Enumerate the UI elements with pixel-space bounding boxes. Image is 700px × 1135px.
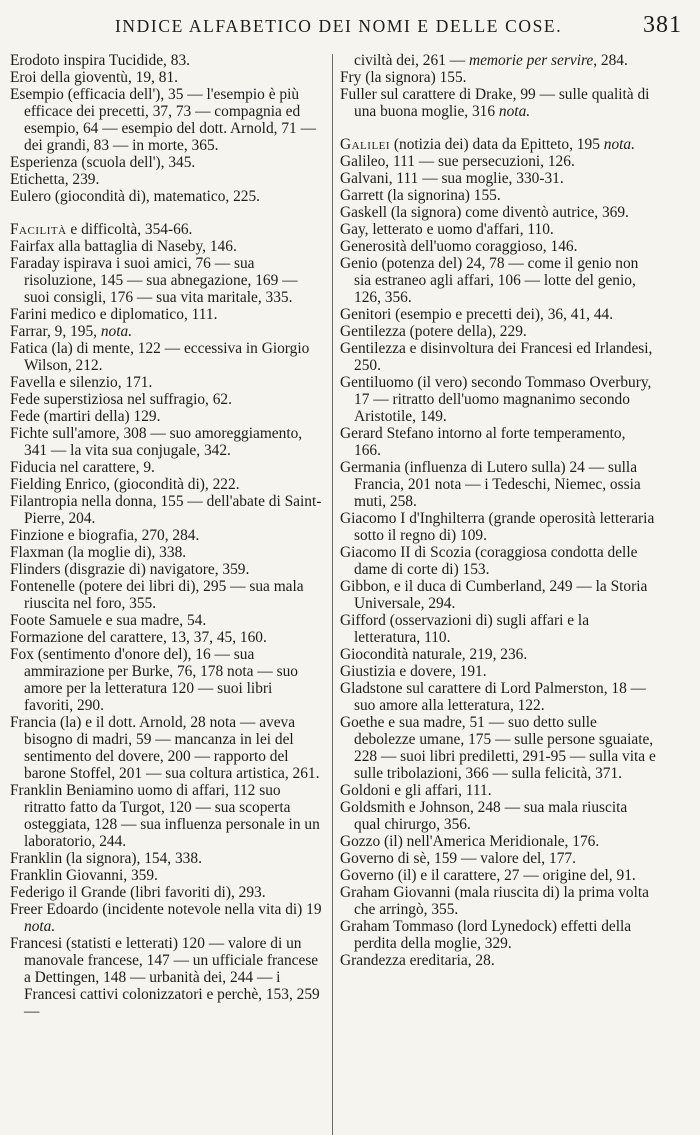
- index-entry: [340, 867, 656, 884]
- index-entry: [10, 154, 324, 171]
- index-entry: [10, 52, 324, 69]
- entry-italic: nota.: [24, 918, 56, 935]
- index-entry: [10, 238, 324, 255]
- entry-headword: Facilità: [10, 221, 67, 238]
- entry-text: Franklin Beniamino uomo di affari, 112 suo ritratto fatto da Turgot, 120 — sua scoperta osteggiata, 128 — sua influenza personale in un laboratorio, 244.: [10, 782, 320, 850]
- index-entry: [10, 459, 324, 476]
- index-entry: [340, 86, 656, 120]
- index-entry: [340, 187, 656, 204]
- entry-text: Generosità dell'uomo coraggioso, 146.: [340, 238, 578, 255]
- entry-text: Genio (potenza del) 24, 78 — come il genio non sia estraneo agli affari, 106 — lotte del genio, 126, 356.: [340, 255, 639, 306]
- entry-text: Gozzo (il) nell'America Meridionale, 176.: [340, 833, 600, 850]
- index-entry: [10, 425, 324, 459]
- right-column: [340, 52, 656, 969]
- entry-italic: nota.: [603, 136, 635, 153]
- index-entry: [10, 527, 324, 544]
- entry-headword: Galilei: [340, 136, 391, 153]
- running-title: INDICE ALFABETICO DEI NOMI E DELLE COSE.: [115, 16, 563, 36]
- index-entry: [10, 374, 324, 391]
- index-entry: [340, 833, 656, 850]
- entry-text: Gibbon, e il duca di Cumberland, 249 — la Storia Universale, 294.: [340, 578, 648, 612]
- entry-text: Finzione e biografia, 270, 284.: [10, 527, 200, 544]
- entry-text: Franklin (la signora), 154, 338.: [10, 850, 202, 867]
- index-entry: [10, 340, 324, 374]
- entry-text: Graham Tommaso (lord Lynedock) effetti della perdita della moglie, 329.: [340, 918, 632, 952]
- index-entry: [340, 238, 656, 255]
- entry-text: Governo di sè, 159 — valore del, 177.: [340, 850, 576, 867]
- entry-text: Eulero (giocondità di), matematico, 225.: [10, 188, 261, 205]
- entry-text: Etichetta, 239.: [10, 171, 100, 188]
- entry-text: Goldoni e gli affari, 111.: [340, 782, 492, 799]
- entry-text: Franklin Giovanni, 359.: [10, 867, 158, 884]
- entry-text: Francia (la) e il dott. Arnold, 28 nota — aveva bisogno di madri, 59 — mancanza in lei del sentimento del dovere, 200 — rapporto del barone Stoffel, 201 — sua coltura artistica, 261.: [10, 714, 320, 782]
- entry-text-after: , 284.: [593, 52, 628, 69]
- entry-text: Garrett (la signorina) 155.: [340, 187, 501, 204]
- entry-italic: memorie per servire: [468, 52, 594, 69]
- index-entry: [10, 646, 324, 714]
- entry-text: Fontenelle (potere dei libri di), 295 — sua mala riuscita nel foro, 355.: [10, 578, 304, 612]
- entry-text: Graham Giovanni (mala riuscita di) la prima volta che arringò, 355.: [340, 884, 649, 918]
- index-entry: [340, 612, 656, 646]
- index-entry: [10, 935, 324, 1020]
- index-entry: [340, 69, 656, 86]
- entry-text: Esempio (efficacia dell'), 35 — l'esempio è più efficace dei precetti, 37, 73 — compagnia ed esempio, 64 — esempio del dott. Arnold, 71 — dei grandi, 83 — in morte, 365.: [10, 86, 316, 154]
- page-header: [10, 8, 684, 44]
- entry-text: Fatica (la) di mente, 122 — eccessiva in Giorgio Wilson, 212.: [10, 340, 310, 374]
- index-entry: [340, 850, 656, 867]
- index-entry: [10, 391, 324, 408]
- entry-text: Gaskell (la signora) come diventò autrice, 369.: [340, 204, 629, 221]
- page-number: 381: [643, 12, 682, 38]
- index-entry: [10, 867, 324, 884]
- index-entry: [10, 221, 324, 238]
- index-entry: [340, 918, 656, 952]
- entry-text: Gifford (osservazioni di) sugli affari e la letteratura, 110.: [340, 612, 590, 646]
- index-entry: [10, 255, 324, 306]
- index-entry: [10, 86, 324, 154]
- index-entry: [340, 374, 656, 425]
- index-entry: [340, 153, 656, 170]
- index-entry: [340, 136, 656, 153]
- index-entry: [10, 493, 324, 527]
- index-entry: [10, 408, 324, 425]
- entry-text: Farrar, 9, 195,: [10, 323, 101, 340]
- index-entry: [340, 340, 656, 374]
- column-divider: [332, 54, 333, 1135]
- entry-text: Fox (sentimento d'onore del), 16 — sua ammirazione per Burke, 76, 178 nota — suo amore per la letteratura 120 — suoi libri favoriti, 290.: [10, 646, 298, 714]
- index-entry: [10, 69, 324, 86]
- index-entry: [10, 306, 324, 323]
- index-entry: [340, 646, 656, 663]
- entry-text: Fede superstiziosa nel suffragio, 62.: [10, 391, 232, 408]
- entry-text: Galvani, 111 — sua moglie, 330-31.: [340, 170, 564, 187]
- index-entry: [340, 323, 656, 340]
- entry-text: Gentilezza e disinvoltura dei Francesi ed Irlandesi, 250.: [340, 340, 653, 374]
- entry-text: Francesi (statisti e letterati) 120 — valore di un manovale francese, 147 — un ufficiale francese a Dettingen, 148 — urbanità dei, 244 — i Francesi cattivi colonizzatori e perchè, 153, 259 —: [10, 935, 320, 1020]
- entry-text: Governo (il) e il carattere, 27 — origine del, 91.: [340, 867, 636, 884]
- index-entry: [340, 221, 656, 238]
- index-entry: [10, 884, 324, 901]
- index-entry: [340, 884, 656, 918]
- entry-text: Fairfax alla battaglia di Naseby, 146.: [10, 238, 237, 255]
- left-column: [10, 52, 324, 1020]
- index-entry: [340, 255, 656, 306]
- index-entry: [340, 459, 656, 510]
- index-entry: [340, 952, 656, 969]
- index-entry: [10, 714, 324, 782]
- entry-text: Federigo il Grande (libri favoriti di), 293.: [10, 884, 266, 901]
- index-entry: [340, 544, 656, 578]
- entry-text: Fuller sul carattere di Drake, 99 — sulle qualità di una buona moglie, 316: [340, 86, 650, 120]
- entry-text: Goldsmith e Johnson, 248 — sua mala riuscita qual chirurgo, 356.: [340, 799, 628, 833]
- section-gap: [340, 120, 656, 136]
- index-entry: [340, 425, 656, 459]
- entry-text: Giustizia e dovere, 191.: [340, 663, 487, 680]
- entry-italic: nota.: [498, 103, 531, 120]
- index-entry: [10, 901, 324, 935]
- entry-italic: nota.: [100, 323, 133, 340]
- entry-text: Gentilezza (potere della), 229.: [340, 323, 527, 340]
- index-entry: [340, 680, 656, 714]
- entry-text: Grandezza ereditaria, 28.: [340, 952, 495, 969]
- entry-text: Filantropia nella donna, 155 — dell'abate di Saint-Pierre, 204.: [10, 493, 322, 527]
- entry-text: Fede (martiri della) 129.: [10, 408, 161, 425]
- entry-text: Freer Edoardo (incidente notevole nella vita di) 19: [10, 901, 322, 918]
- entry-text: Fielding Enrico, (giocondità di), 222.: [10, 476, 240, 493]
- index-entry: [340, 782, 656, 799]
- entry-text: Goethe e sua madre, 51 — suo detto sulle debolezze umane, 175 — sulle persone sguaiate, 228 — suoi libri prediletti, 291-95 — sulla vita e sulle tribolazioni, 366 — sulla felicità, 371.: [340, 714, 656, 782]
- entry-text: Galileo, 111 — sue persecuzioni, 126.: [340, 153, 575, 170]
- index-entry: [10, 782, 324, 850]
- index-entry: [10, 476, 324, 493]
- entry-text: Fichte sull'amore, 308 — suo amoreggiamento, 341 — la vita sua conjugale, 342.: [10, 425, 303, 459]
- entry-text: Foote Samuele e sua madre, 54.: [10, 612, 207, 629]
- index-entry: [10, 323, 324, 340]
- entry-text: e difficoltà, 354-66.: [66, 221, 193, 238]
- index-entry: [340, 52, 656, 69]
- index-entry: [10, 629, 324, 646]
- index-entry: [340, 204, 656, 221]
- entry-text: Gentiluomo (il vero) secondo Tommaso Overbury, 17 — ritratto dell'uomo magnanimo secondo Aristotile, 149.: [340, 374, 652, 425]
- entry-text: Gerard Stefano intorno al forte temperamento, 166.: [340, 425, 626, 459]
- entry-text: civiltà dei, 261 —: [354, 52, 469, 69]
- index-entry: [340, 578, 656, 612]
- entry-text: Gay, letterato e uomo d'affari, 110.: [340, 221, 554, 238]
- index-entry: [340, 306, 656, 323]
- entry-text: Gladstone sul carattere di Lord Palmerston, 18 — suo amore alla letteratura, 122.: [340, 680, 647, 714]
- index-entry: [10, 561, 324, 578]
- entry-text: Giacomo I d'Inghilterra (grande operosità letteraria sotto il regno di) 109.: [340, 510, 655, 544]
- index-entry: [340, 510, 656, 544]
- index-entry: [340, 170, 656, 187]
- index-entry: [10, 850, 324, 867]
- index-entry: [10, 188, 324, 205]
- entry-text: Giacomo II di Scozia (coraggiosa condotta delle dame di corte di) 153.: [340, 544, 638, 578]
- entry-text: Farini medico e diplomatico, 111.: [10, 306, 218, 323]
- entry-text: (notizia dei) data da Epitteto, 195: [390, 136, 604, 153]
- index-entry: [10, 578, 324, 612]
- section-gap: [10, 205, 324, 221]
- index-entry: [10, 544, 324, 561]
- entry-text: Flinders (disgrazie di) navigatore, 359.: [10, 561, 250, 578]
- entry-text: Esperienza (scuola dell'), 345.: [10, 154, 196, 171]
- entry-text: Eroi della gioventù, 19, 81.: [10, 69, 178, 86]
- entry-text: Erodoto inspira Tucidide, 83.: [10, 52, 190, 69]
- entry-text: Faraday ispirava i suoi amici, 76 — sua risoluzione, 145 — sua abnegazione, 169 — suoi consigli, 176 — sua vita maritale, 335.: [10, 255, 298, 306]
- entry-text: Germania (influenza di Lutero sulla) 24 — sulla Francia, 201 nota — i Tedeschi, Niemec, ossia muti, 258.: [340, 459, 641, 510]
- entry-text: Fiducia nel carattere, 9.: [10, 459, 155, 476]
- entry-text: Giocondità naturale, 219, 236.: [340, 646, 528, 663]
- entry-text: Formazione del carattere, 13, 37, 45, 160.: [10, 629, 267, 646]
- entry-text: Flaxman (la moglie di), 338.: [10, 544, 187, 561]
- index-entry: [340, 714, 656, 782]
- index-entry: [340, 663, 656, 680]
- entry-text: Fry (la signora) 155.: [340, 69, 467, 86]
- index-entry: [10, 171, 324, 188]
- entry-text: Favella e silenzio, 171.: [10, 374, 153, 391]
- entry-text: Genitori (esempio e precetti dei), 36, 41, 44.: [340, 306, 614, 323]
- index-entry: [10, 612, 324, 629]
- index-entry: [340, 799, 656, 833]
